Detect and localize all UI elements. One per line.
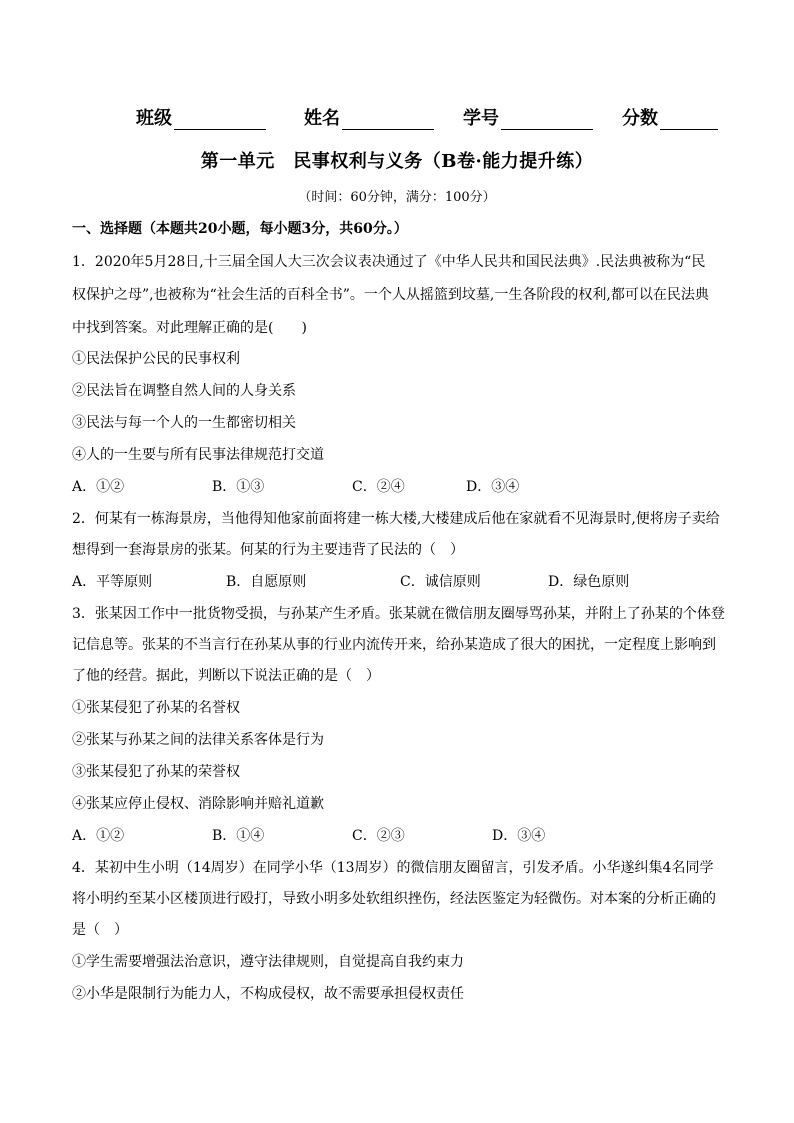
student-id-label: 学号 bbox=[463, 108, 499, 129]
q1-statement: ②民法旨在调整自然人间的人身关系 bbox=[72, 383, 296, 399]
q1-statement: ①民法保护公民的民事权利 bbox=[72, 351, 240, 367]
q2-option-c[interactable]: C．诚信原则 bbox=[400, 574, 481, 590]
section-heading: 一、选择题（本题共20小题，每小题3分，共60分。） bbox=[72, 221, 408, 237]
q2-option-b[interactable]: B．自愿原则 bbox=[226, 574, 307, 590]
q1-option-b[interactable]: B．①③ bbox=[212, 479, 265, 495]
q1-stem-line: 权保护之母”,也被称为“社会生活的百科全书”。一个人从摇篮到坟墓,一生各阶段的权利,都可以在民法典 bbox=[72, 287, 709, 303]
exam-time-note: （时间：60分钟，满分：100分） bbox=[298, 190, 496, 205]
name-label: 姓名 bbox=[304, 108, 340, 129]
q1-stem-line: 1．2020年5月28日,十三届全国人大三次会议表决通过了《中华人民共和国民法典》.民法典被称为“民 bbox=[72, 254, 706, 270]
q2-option-d[interactable]: D．绿色原则 bbox=[548, 574, 630, 590]
q4-stem-line: 是（ ） bbox=[72, 922, 128, 938]
q4-statement: ①学生需要增强法治意识，遵守法律规则，自觉提高自我约束力 bbox=[72, 954, 464, 970]
q3-option-c[interactable]: C．②③ bbox=[352, 828, 405, 844]
q3-statement: ①张某侵犯了孙某的名誉权 bbox=[72, 700, 240, 716]
class-label: 班级 bbox=[136, 108, 172, 129]
q2-option-a[interactable]: A．平等原则 bbox=[72, 574, 153, 590]
name-blank[interactable] bbox=[342, 109, 434, 130]
q1-statement: ④人的一生要与所有民事法律规范打交道 bbox=[72, 447, 324, 463]
score-field bbox=[622, 104, 718, 130]
score-blank[interactable] bbox=[660, 109, 718, 130]
unit-title: 第一单元 民事权利与义务（B卷·能力提升练） bbox=[200, 151, 594, 172]
q1-option-a[interactable]: A．①② bbox=[72, 479, 125, 495]
q1-option-d[interactable]: D．③④ bbox=[466, 479, 520, 495]
q1-option-c[interactable]: C．②④ bbox=[352, 479, 405, 495]
q3-stem-line: 记信息等。张某的不当言行在孙某从事的行业内流传开来，给孙某造成了很大的困扰，一定程度上影响到 bbox=[72, 637, 716, 653]
q3-option-d[interactable]: D．③④ bbox=[492, 828, 546, 844]
q3-statement: ④张某应停止侵权、消除影响并赔礼道歉 bbox=[72, 796, 324, 812]
student-info-row bbox=[0, 104, 794, 132]
q3-stem-line: 了他的经营。据此，判断以下说法正确的是（ ） bbox=[72, 668, 380, 684]
q3-stem-line: 3．张某因工作中一批货物受损，与孙某产生矛盾。张某就在微信朋友圈辱骂孙某，并附上了孙某的个体登 bbox=[72, 606, 725, 622]
q1-statement: ③民法与每一个人的一生都密切相关 bbox=[72, 415, 296, 431]
score-label: 分数 bbox=[622, 108, 658, 129]
q4-stem-line: 将小明约至某小区楼顶进行殴打，导致小明多处软组织挫伤，经法医鉴定为轻微伤。对本案的分析正确的 bbox=[72, 891, 716, 907]
q2-stem-line: 2．何某有一栋海景房，当他得知他家前面将建一栋大楼,大楼建成后他在家就看不见海景时,便将房子卖给 bbox=[72, 511, 720, 527]
class-field bbox=[136, 104, 266, 130]
q3-option-a[interactable]: A．①② bbox=[72, 828, 125, 844]
q3-statement: ②张某与孙某之间的法律关系客体是行为 bbox=[72, 732, 324, 748]
q2-stem-line: 想得到一套海景房的张某。何某的行为主要违背了民法的（ ） bbox=[72, 542, 464, 558]
student-id-blank[interactable] bbox=[501, 109, 593, 130]
q4-statement: ②小华是限制行为能力人，不构成侵权，故不需要承担侵权责任 bbox=[72, 986, 464, 1002]
q4-stem-line: 4．某初中生小明（14周岁）在同学小华（13周岁）的微信朋友圈留言，引发矛盾。小华遂纠集4名同学 bbox=[72, 860, 714, 876]
name-field bbox=[304, 104, 434, 130]
q3-option-b[interactable]: B．①④ bbox=[212, 828, 265, 844]
q3-statement: ③张某侵犯了孙某的荣誉权 bbox=[72, 764, 240, 780]
class-blank[interactable] bbox=[174, 109, 266, 130]
q1-stem-line: 中找到答案。对此理解正确的是( ) bbox=[72, 320, 307, 336]
student-id-field bbox=[463, 104, 593, 130]
